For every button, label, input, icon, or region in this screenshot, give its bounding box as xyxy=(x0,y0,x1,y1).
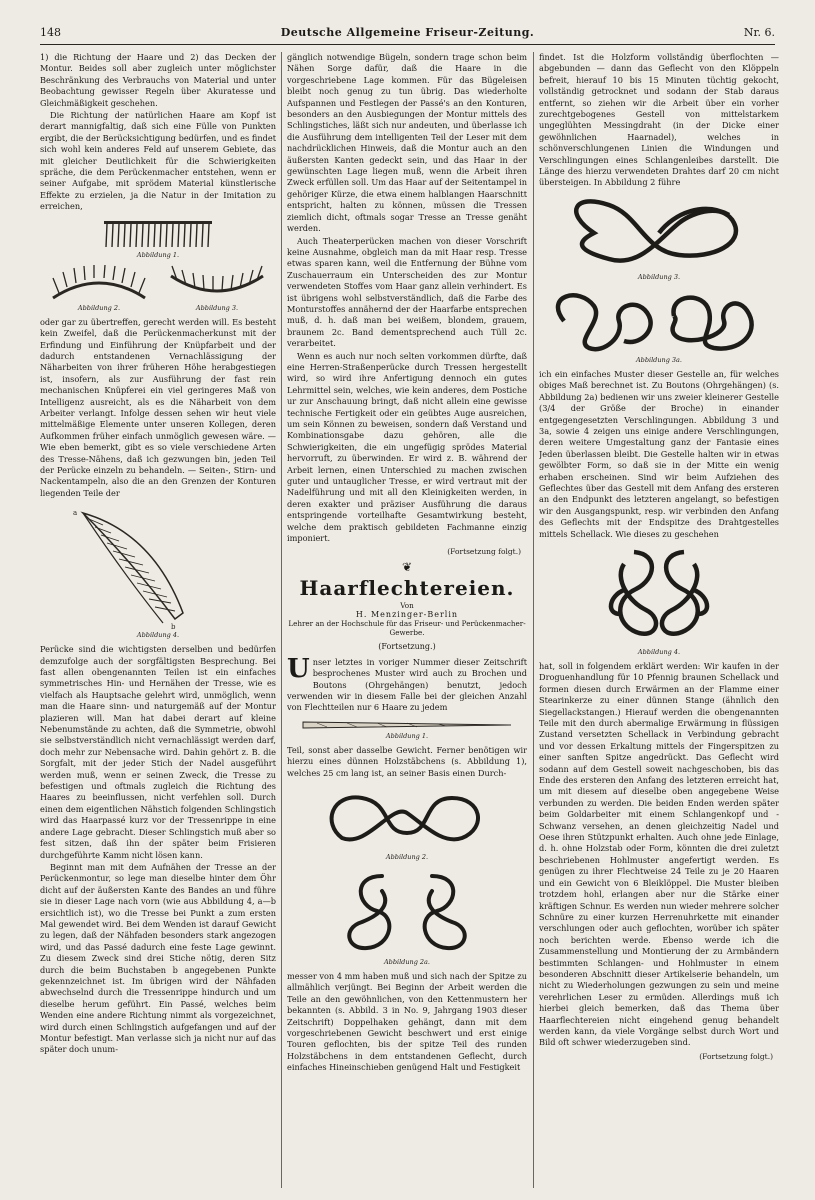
paragraph: Teil, sonst aber dasselbe Gewicht. Ferner benötigen wir hierzu eines dünnen Holzstäbchens (s. Abbildung 1), welches 25 cm lang ist, an seiner Basis einen Durch- xyxy=(287,744,527,778)
svg-text:b: b xyxy=(171,623,176,632)
figure-caption: Abbildung 3a. xyxy=(635,355,682,364)
figure-tresse-montur xyxy=(40,503,276,639)
paragraph: ich ein einfaches Muster dieser Gestelle an, für welches obiges Maß berechnet ist. Zu Boutons (Ohrgehängen) (s. Abbildung 2a) bedienen wir uns zweier kleinerer Gestelle (3/4 der Größe der Broche) in einander entgegengesetzten Verschlingungen. Abbildung 3 und 3a, sowie 4 zeigen uns einige andere Verschlingungen, deren weitere Umgestaltung ganz der Fantasie eines Jeden überlassen bleibt. Die Gestelle halten wir in etwas gewölbter Form, so daß sie in der Mitte ein wenig erhaben erscheinen. Sind wir beim Aufziehen des Geflechtes über das Gestell mit dem Anfang des ersteren an den Endpunkt des letzteren angelangt, so befestigen wir den Ausgangspunkt, resp. wir verbinden den Anfang des Geflechts mit der Endspitze des Drahtgestelles mittels Schellack. Wie dieses zu geschehen xyxy=(539,368,779,539)
author-name: H. Menzinger-Berlin xyxy=(355,610,459,620)
column-3 xyxy=(539,52,779,1192)
figure-caption: Abbildung 4. xyxy=(637,647,681,656)
ornament-icon: ❦ xyxy=(401,559,413,574)
figure-snake-frame xyxy=(287,783,527,861)
continuation-note: (Fortsetzung folgt.) xyxy=(447,547,521,557)
figure-bouton-frames xyxy=(287,866,527,966)
column-rule xyxy=(533,52,534,1188)
figure-knot-3a xyxy=(539,286,779,364)
paragraph: Perücke sind die wichtigsten derselben und bedürfen demzufolge auch der sorgfältigsten Besprechung. Bei fast allen obengenannten Teilen ist ein einfaches symmetrisches Hin- und Hernähen der Tresse, wie es vielfach als Hauptsache gelehrt wird, unmöglich, wenn man die Haare sinn- und naturgemäß auf der Montur plazieren will. Man hat dabei derart auf kleine Nebenumstände zu achten, daß die Symmetrie, obwohl sie selbstverständlich nicht vernachlässigt werden darf, doch mehr zur Nebensache wird. Dahin gehört z. B. die Sorgfalt, mit der jeder Stich der Nadel ausgeführt werden muß, wenn er seinen Zweck, die Tresse zu befestigen und oftmals zugleich die Richtung des Haares zu beeinflussen, nicht verfehlen soll. Durch einen dem eigentlichen Nähstich folgenden Schlingstich wird das Haarpassé kurz vor der Tressenrippe in eine andere Lage gebracht. Dieser Schlingstich muß aber so fest sitzen, daß ihn der später beim Frisieren durchgeführte Kamm nicht lösen kann. xyxy=(40,644,276,860)
figure-knot-3 xyxy=(539,193,779,281)
paragraph-text: nser letztes in voriger Nummer dieser Zeitschrift besprochenes Muster wird auch zu Brochen und Boutons (Ohrgehängen) benutzt, jedoch verwenden wir in diesem Falle bei der gleichen Anzahl von Flechtteilen nur 6 Haare zu jedem xyxy=(287,656,527,713)
figure-knot-4 xyxy=(539,544,779,656)
figure-caption: Abbildung 1. xyxy=(385,731,429,740)
issue-number: Nr. 6. xyxy=(743,26,775,39)
figure-pair xyxy=(40,264,276,312)
paragraph: gänglich notwendige Bügeln, sondern trage schon beim Nähen Sorge dafür, daß die Haare in die vorgeschriebene Lage kommen. Für das Bügeleisen bleibt noch genug zu tun übrig. Das wiederholte Aufspannen und Festlegen der Passé's an den Konturen, besonders an den Ausbiegungen der Montur mittels des Schlingstiches, läßt sich nur andeuten, und überlasse ich die Ausführung dem intelligenten Teil der Leser mit dem nachdrücklichen Hinweis, daß die Montur auch an den äußersten Kanten gedeckt sein, und das Haar in der gewünschten Lage liegen muß, wenn die Arbeit ihren Zweck erfüllen soll. Um das Haar auf der Seitentampel in gehöriger Kürze, die etwa einem halblangen Haarschnitt entspricht, halten zu können, müssen die Tressen ziemlich dicht, oftmals sogar Tresse an Tresse genäht werden. xyxy=(287,52,527,234)
journal-title: Deutsche Allgemeine Friseur-Zeitung. xyxy=(280,26,535,39)
author-title: Lehrer an der Hochschule für das Friseur- und Perückenmacher-Gewerbe. xyxy=(288,619,526,638)
paragraph: Die Richtung der natürlichen Haare am Kopf ist derart mannigfaltig, daß sich eine Fülle von Punkten ergibt, die der Berücksichtigung bedürfen, und es findet sich wohl kein anderes Feld auf unserem Gebiete, das mit gleicher Deutlichkeit für die Schwierigkeiten spräche, die dem Perückenmacher entstehen, wenn er seiner Aufgabe, mit sprödem Material künstlerische Effekte zu erzielen, ja die Natur in der Imitation zu erreichen, xyxy=(40,110,276,212)
article-title: Haarflechtereien. xyxy=(299,576,515,601)
paragraph: hat, soll in folgendem erklärt werden: Wir kaufen in der Droguenhandlung für 10 Pfennig braunen Schellack und formen diesen durch Erwärmen an der Flamme einer Stearinkerze zu einer dünnen Stange (ähnlich den Siegellackstangen.) Hierauf werden die obengenannten Teile mit den durch abermalige Erwärmung in flüssigen Zustand versetzten Schellack in Verbindung gebracht und vor dessen Erkaltung mittels der Fingerspitzen zu einer sanften Spitze angedrückt. Das Geflecht wird sodann auf dem Gestell soweit nachgeschoben, bis das Ende des ersteren den Anfang des letzteren erreicht hat, um mit diesem auf dieselbe oben angegebene Weise verbunden zu werden. Die beiden Enden werden später beim Goldarbeiter mit einem Schlangenkopf und -Schwanz versehen, an denen gleichzeitig Nadel und Oese ihren Stützpunkt erhalten. Auch ohne jede Einlage, d. h. ohne Holzstab oder Form, könnten die drei zuletzt beschriebenen Hohlmuster angefertigt werden. Es genügen zu ihrer Flechtweise 24 Teile zu je 20 Haaren und ein Gewicht von 6 Bleiklöppel. Die Muster bleiben trotzdem hohl, erlangen aber nur die Stärke einer kräftigen Schnur. Es werden nun wieder mehrere solcher Schnüre zu einer kurzen Herrenuhrkette mit einander verschlungen oder auch geflochten, worüber ich später noch berichten werde. Ebenso werde ich die Zusammenstellung und Montierung der zu Armbändern bestimmten Schlangen- und Hohlmuster in einem besonderen Abschnitt dieser Artikelserie behandeln, um nicht zu Wiederholungen gezwungen zu sein und meine verehrlichen Leser zu ermüden. Allerdings muß ich hierbei gleich bemerken, daß das Thema über Haarflechtereien nicht eingehend genug behandelt werden kann, da viele Vorgänge selbst durch Wort und Bild oft schwer wiederzugeben sind. xyxy=(539,660,779,1048)
figure-caption: Abbildung 2. xyxy=(77,303,121,312)
figure-caption: Abbildung 2a. xyxy=(383,957,430,966)
column-rule xyxy=(281,52,282,1188)
column-1 xyxy=(40,52,276,1192)
page-number: 148 xyxy=(40,26,61,39)
continuation-note: (Fortsetzung folgt.) xyxy=(699,1051,773,1061)
paragraph xyxy=(287,653,527,714)
paragraph: messer von 4 mm haben muß und sich nach der Spitze zu allmählich verjüngt. Bei Beginn der Arbeit werden die Teile an den gewöhnlichen, von den Kettenmustern her bekannten (s. Abbild. 3 in No. 9, Jahrgang 1903 dieser Zeitschrift) Doppelhaken gehängt, dann mit dem vorgeschriebenen Gewicht beschwert und erst einige Touren geflochten, bis der spitze Teil des runden Holzstäbchens in dem entstandenen Geflecht, durch einfaches Hineinschieben genügend Halt und Festigkeit xyxy=(287,970,527,1073)
continuation-label: (Fortsetzung.) xyxy=(378,642,436,652)
paragraph: Beginnt man mit dem Aufnähen der Tresse an der Perückenmontur, so lege man dieselbe hinter dem Öhr dicht auf der äußersten Kante des Bandes an und führe sie in dieser Lage nach vorn (wie aus Abbildung 4, a—b ersichtlich ist), wo die Tresse bei Punkt a zum ersten Mal gewendet wird. Bei dem Wenden ist darauf Gewicht zu legen, daß der Nähfaden besonders stark angezogen wird, und das Passé dadurch eine feste Lage gewinnt. Zu diesem Zweck sind drei Stiche nötig, deren Sitz durch die beim Buchstaben b angegebenen Punkte gekennzeichnet ist. Im übrigen wird der Nähfaden abwechselnd durch die Tressenrippe hindurch und um dieselbe herum geführt. Ein Passé, welches beim Wenden eine andere Richtung nimmt als vorgezeichnet, wird durch einen Schlingstich aufgefangen und auf der Montur befestigt. Man verlasse sich ja nicht nur auf das später doch unum- xyxy=(40,861,276,1055)
paragraph: Wenn es auch nur noch selten vorkommen dürfte, daß eine Herren-Straßenperücke durch Tressen hergestellt wird, so wird ihre Anfertigung dennoch ein gutes Lehrmittel sein, welches, wie kein anderes, dem Postiche ur zur Anschauung bringt, daß nicht allein eine gewisse technische Fertigkeit oder ein geübtes Auge ausreichen, um sein Können zu beweisen, sondern daß Verstand und Kombinationsgabe dazu gehören, alle die Schwierigkeiten, die ein ungefügig sprödes Material hervorruft, zu überwinden. Er wird z. B. während der Arbeit lernen, einen Unterschied zu machen zwischen guter und untauglicher Tresse, er wird vertraut mit der Nadelführung und mit all den Kleinigkeiten werden, in deren exakter und präziser Ausführung die daraus entspringende vorteilhafte Gesamtwirkung besteht, welche dem praktisch gebildeten Fachmanne einzig imponiert. xyxy=(287,350,527,544)
figure-caption: Abbildung 3. xyxy=(637,272,681,281)
svg-text:a: a xyxy=(73,509,78,518)
figure-caption: Abbildung 3. xyxy=(195,303,239,312)
paragraph: findet. Ist die Holzform vollständig überflochten — abgebunden — dann das Geflecht von den Klöppeln befreit, hierauf 10 bis 15 Minuten tüchtig gekocht, vollständig getrocknet und sodann der Stab daraus entfernt, so ziehen wir die Arbeit über ein vorher zurechtgebogenes Gestell von mittelstarkem ungeglühten Messingdraht (in der Dicke einer gewöhnlichen Haarnadel), welches in schönverschlungenen Linien die Windungen und Verschlingungen eines Schlangenleibes darstellt. Die Länge des hierzu verwendeten Drahtes darf 20 cm nicht übersteigen. In Abbildung 2 führe xyxy=(539,52,779,188)
page-header xyxy=(40,24,775,45)
byline-von: Von xyxy=(400,601,414,611)
figure-wooden-stick xyxy=(287,718,527,740)
paragraph: oder gar zu übertreffen, gerecht werden will. Es besteht kein Zweifel, daß die Perückenmacherkunst mit der Erfindung und Einführung der Knüpfarbeit und der dadurch entstandenen Vernachlässigung der Näharbeiten von ihrer früheren Höhe herabgestiegen ist, insofern, als zur Ausführung der fast rein mechanischen Knüpferei ein viel geringeres Maß von Intelligenz ausreicht, als es die Näharbeit von dem Arbeiter verlangt. Infolge dessen sehen wir heut viele mittelmäßige Elemente unter unseren Kollegen, deren Aufkommen früher einfach unmöglich gewesen wäre. — Wie eben bemerkt, gibt es so viele verschiedene Arten des Tresse-Nähens, daß ich gezwungen bin, jeden Teil der Perücke einzeln zu behandeln. — Seiten-, Stirn- und Nackentampeln, also die an den Grenzen der Konturen liegenden Teile der xyxy=(40,316,276,498)
figure-caption: Abbildung 2. xyxy=(385,852,429,861)
figure-caption: Abbildung 1. xyxy=(136,250,180,259)
drop-cap: U xyxy=(287,653,310,684)
paragraph: 1) die Richtung der Haare und 2) das Decken der Montur. Beides soll aber zugleich unter möglichster Beschränkung des Verbrauchs von Material und unter Beobachtung gewisser Regeln über Akuratesse und Gleichmäßigkeit geschehen. xyxy=(40,52,276,108)
column-2 xyxy=(287,52,527,1192)
figure-comb-tresse xyxy=(40,217,276,259)
paragraph: Auch Theaterperücken machen von dieser Vorschrift keine Ausnahme, obgleich man da mit Haar resp. Tresse etwas sparen kann, weil die Entfernung der Bühne vom Zuschauerraum ein Unterscheiden des zur Montur verwendeten Stoffes vom Haar ganz allein verhindert. Es ist übrigens wohl selbstverständlich, daß die Farbe des Monturstoffes annähernd der der Haarfarbe entsprechen muß, d. h. daß man bei weißem, blondem, grauem, braunem 2c. Band dementsprechend auch Tüll 2c. verarbeitet. xyxy=(287,235,527,349)
figure-caption: Abbildung 4. xyxy=(136,631,180,640)
